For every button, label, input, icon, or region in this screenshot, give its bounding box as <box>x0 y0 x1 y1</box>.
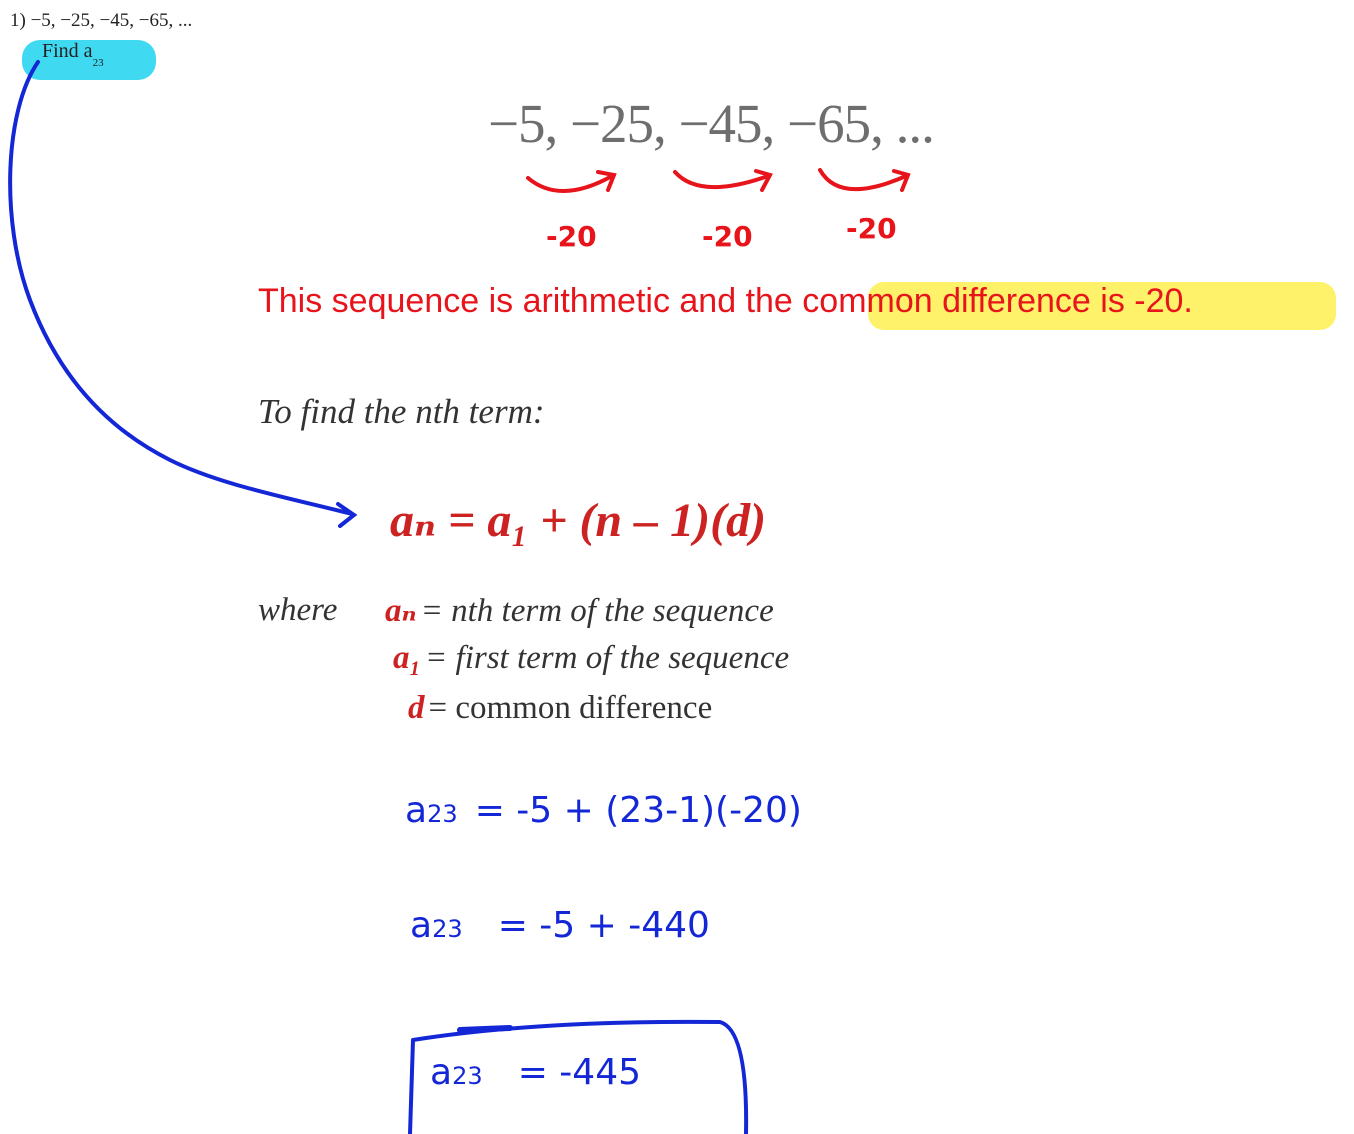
definition-text: = first term of the sequence <box>425 640 790 676</box>
problem-statement: 1) −5, −25, −45, −65, ... <box>10 10 193 31</box>
difference-arrow-2 <box>675 171 770 190</box>
definition-symbol: aₙ <box>385 593 417 629</box>
step-expression: = -5 + -440 <box>497 905 710 946</box>
work-step-3 <box>430 1052 641 1093</box>
definition-text: = nth term of the sequence <box>420 593 774 629</box>
definition-symbol: d <box>408 690 425 726</box>
where-label: where <box>258 592 338 628</box>
find-text: Find a <box>42 40 93 62</box>
find-subscript: 23 <box>92 57 104 69</box>
nth-term-formula: aₙ = a₁ + (n – 1)(d) <box>390 494 767 547</box>
final-answer: = -445 <box>517 1052 642 1093</box>
definition-row-1 <box>385 590 774 630</box>
term-subscript: 23 <box>432 915 463 943</box>
definition-symbol: a₁ <box>393 640 422 676</box>
work-step-1 <box>405 790 802 831</box>
term-symbol: a <box>430 1052 453 1093</box>
difference-label-3: -20 <box>846 212 897 245</box>
nth-term-heading: To find the nth term: <box>258 392 545 431</box>
difference-label-1: -20 <box>546 220 597 253</box>
step-expression: = -5 + (23-1)(-20) <box>474 790 802 831</box>
work-step-2 <box>410 905 710 946</box>
term-symbol: a <box>405 790 428 831</box>
definition-row-3 <box>408 690 712 727</box>
definition-row-2 <box>393 640 789 677</box>
difference-label-2: -20 <box>702 220 753 253</box>
statement-part-1: This sequence is arithmetic and the <box>258 282 803 320</box>
arithmetic-statement <box>258 282 1193 321</box>
statement-part-2: common difference is -20. <box>802 282 1193 320</box>
difference-arrow-1 <box>528 172 614 191</box>
term-symbol: a <box>410 905 433 946</box>
term-subscript: 23 <box>452 1062 483 1090</box>
sequence-display: −5, −25, −45, −65, ... <box>488 93 934 154</box>
definition-text: = common difference <box>428 690 713 726</box>
term-subscript: 23 <box>427 800 458 828</box>
difference-arrow-3 <box>820 170 908 190</box>
